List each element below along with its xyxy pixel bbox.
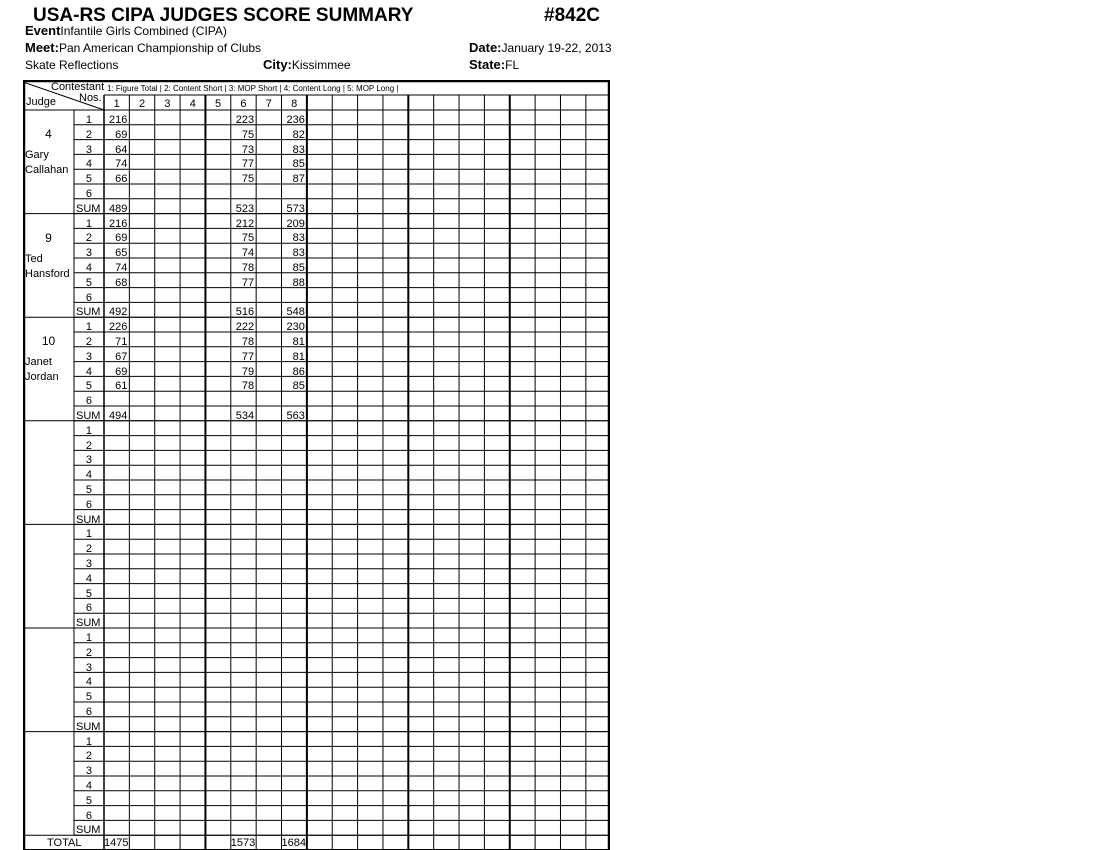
score-cell: 88 <box>292 276 305 289</box>
row-label: 3 <box>85 454 92 467</box>
meet-value: Pan American Championship of Clubs <box>58 41 262 55</box>
total-cell: 1684 <box>281 837 306 849</box>
score-cell: 516 <box>235 306 255 319</box>
column-header: 2 <box>138 98 146 110</box>
judge-number: 4 <box>45 127 52 141</box>
column-header: 1 <box>113 98 120 110</box>
form-number: #842C <box>544 5 600 26</box>
row-label: 2 <box>85 336 92 348</box>
row-label: 5 <box>85 276 92 289</box>
club-name: Skate Reflections <box>25 58 119 72</box>
row-label: 1 <box>85 424 92 437</box>
row-label-sum: SUM <box>76 513 101 526</box>
row-label: 4 <box>85 158 92 171</box>
city-line <box>263 58 351 72</box>
score-cell: 85 <box>292 158 305 171</box>
column-legend: 1: Figure Total | 2: Content Short | 3: MOP Short | 4: Content Long | 5: MOP Long | <box>107 84 399 93</box>
score-cell: 65 <box>115 247 128 260</box>
score-cell: 69 <box>115 365 128 378</box>
row-label: 6 <box>85 809 92 822</box>
event-value: Infantile Girls Combined (CIPA) <box>60 24 227 38</box>
city-value: Kissimmee <box>291 58 351 72</box>
row-label-sum: SUM <box>76 824 101 837</box>
score-cell: 563 <box>286 410 305 422</box>
row-label: 6 <box>85 395 92 408</box>
score-cell: 74 <box>241 247 255 260</box>
date-value: January 19-22, 2013 <box>501 41 612 55</box>
row-label-sum: SUM <box>76 617 101 630</box>
total-label: TOTAL <box>47 837 82 849</box>
nos-label: Nos. <box>79 92 102 104</box>
row-label: 6 <box>85 498 92 511</box>
score-cell: 77 <box>241 350 255 363</box>
column-header: 8 <box>291 98 298 110</box>
score-cell: 82 <box>292 128 305 141</box>
score-cell: 494 <box>109 410 128 422</box>
score-cell: 77 <box>241 276 255 289</box>
row-label: 4 <box>85 365 92 378</box>
score-cell: 83 <box>292 143 305 156</box>
score-cell: 64 <box>115 143 128 156</box>
date-line <box>469 41 612 55</box>
score-cell: 85 <box>292 380 305 393</box>
column-header: 3 <box>164 98 171 110</box>
score-cell: 489 <box>109 202 128 215</box>
row-label: 2 <box>85 543 92 556</box>
row-label-sum: SUM <box>76 410 101 422</box>
row-label: 4 <box>85 676 92 689</box>
state-label: State: <box>469 57 506 72</box>
score-cell: 78 <box>241 336 255 348</box>
score-cell: 548 <box>286 306 305 319</box>
contestant-label: Contestant <box>51 81 105 93</box>
row-label: 5 <box>85 587 92 600</box>
judge-name: Gary Callahan <box>25 149 69 176</box>
score-cell: 216 <box>109 217 128 230</box>
score-cell: 78 <box>241 262 255 274</box>
event-label: Event <box>25 23 61 38</box>
meet-line <box>25 41 261 55</box>
row-label: 4 <box>85 262 92 274</box>
judge-label: Judge <box>26 96 56 108</box>
row-label: 3 <box>85 143 92 156</box>
row-label: 5 <box>85 691 92 704</box>
column-header: 6 <box>240 98 247 110</box>
score-cell: 81 <box>292 350 305 363</box>
score-cell: 492 <box>109 306 128 319</box>
column-header: 5 <box>215 98 222 110</box>
row-label: 2 <box>85 232 92 245</box>
row-label: 5 <box>85 380 92 393</box>
column-header: 4 <box>189 98 196 110</box>
total-cell: 1573 <box>230 837 256 849</box>
score-cell: 75 <box>241 173 255 186</box>
total-cell: 1475 <box>104 837 129 849</box>
row-label: 5 <box>85 173 92 186</box>
row-label: 6 <box>85 706 92 718</box>
score-cell: 212 <box>235 217 255 230</box>
score-cell: 75 <box>241 128 255 141</box>
state-value: FL <box>505 58 520 72</box>
score-cell: 79 <box>241 365 255 378</box>
event-line <box>25 24 227 38</box>
score-cell: 216 <box>109 114 128 126</box>
score-cell: 69 <box>115 128 128 141</box>
grid-lines <box>23 80 610 850</box>
row-label-sum: SUM <box>76 202 101 215</box>
state-line <box>469 58 519 72</box>
score-cell: 73 <box>241 143 255 156</box>
row-label: 3 <box>85 661 92 674</box>
row-label: 2 <box>85 750 92 763</box>
score-cell: 83 <box>292 247 305 260</box>
row-label: 4 <box>85 780 92 792</box>
row-label: 3 <box>85 765 92 778</box>
score-cell: 534 <box>235 410 255 422</box>
city-label: City: <box>263 57 292 72</box>
row-label: 6 <box>85 291 92 304</box>
date-label: Date: <box>469 40 502 55</box>
score-cell: 81 <box>292 336 305 348</box>
score-cell: 86 <box>292 365 305 378</box>
row-label: 6 <box>85 188 92 200</box>
row-label-sum: SUM <box>76 306 101 319</box>
score-cell: 226 <box>109 321 128 334</box>
row-label: 4 <box>85 469 92 482</box>
row-label: 5 <box>85 794 92 807</box>
row-label: 6 <box>85 602 92 615</box>
row-label: 1 <box>85 632 92 644</box>
score-cell: 67 <box>115 350 128 363</box>
judge-number: 10 <box>41 334 56 349</box>
score-cell: 74 <box>115 158 128 171</box>
row-label: 4 <box>85 572 92 585</box>
score-cell: 222 <box>235 321 255 334</box>
judge-number: 9 <box>45 230 52 245</box>
judge-name: Ted Hansford <box>25 252 70 280</box>
row-label: 3 <box>85 247 92 260</box>
score-cell: 75 <box>241 232 255 245</box>
judge-name: Janet Jordan <box>25 356 59 384</box>
score-cell: 61 <box>115 380 128 393</box>
score-cell: 523 <box>235 202 255 215</box>
row-label: 1 <box>85 321 92 334</box>
score-cell: 78 <box>241 380 255 393</box>
row-label: 1 <box>85 528 92 541</box>
row-label: 3 <box>85 558 92 570</box>
score-grid <box>23 80 610 850</box>
meet-label: Meet: <box>25 40 59 55</box>
row-label: 2 <box>85 646 92 659</box>
score-cell: 230 <box>286 321 305 334</box>
score-cell: 223 <box>235 114 255 126</box>
score-cell: 87 <box>292 173 305 186</box>
score-cell: 71 <box>115 336 128 348</box>
column-header: 7 <box>265 98 272 110</box>
row-label: 5 <box>85 484 92 496</box>
score-cell: 85 <box>292 262 305 274</box>
score-cell: 209 <box>286 217 305 230</box>
row-label: 3 <box>85 350 92 363</box>
row-label: 2 <box>85 439 92 452</box>
row-label: 1 <box>85 114 92 126</box>
row-label: 2 <box>85 128 92 141</box>
score-cell: 573 <box>286 202 305 215</box>
score-cell: 74 <box>115 262 128 274</box>
score-cell: 68 <box>115 276 128 289</box>
row-label: 1 <box>85 735 92 748</box>
score-cell: 77 <box>241 158 255 171</box>
score-cell: 66 <box>115 173 128 186</box>
page-title: USA-RS CIPA JUDGES SCORE SUMMARY <box>33 5 414 26</box>
score-cell: 69 <box>115 232 128 245</box>
row-label: 1 <box>85 217 92 230</box>
row-label-sum: SUM <box>76 720 101 733</box>
score-cell: 236 <box>286 114 305 126</box>
score-cell: 83 <box>292 232 305 245</box>
